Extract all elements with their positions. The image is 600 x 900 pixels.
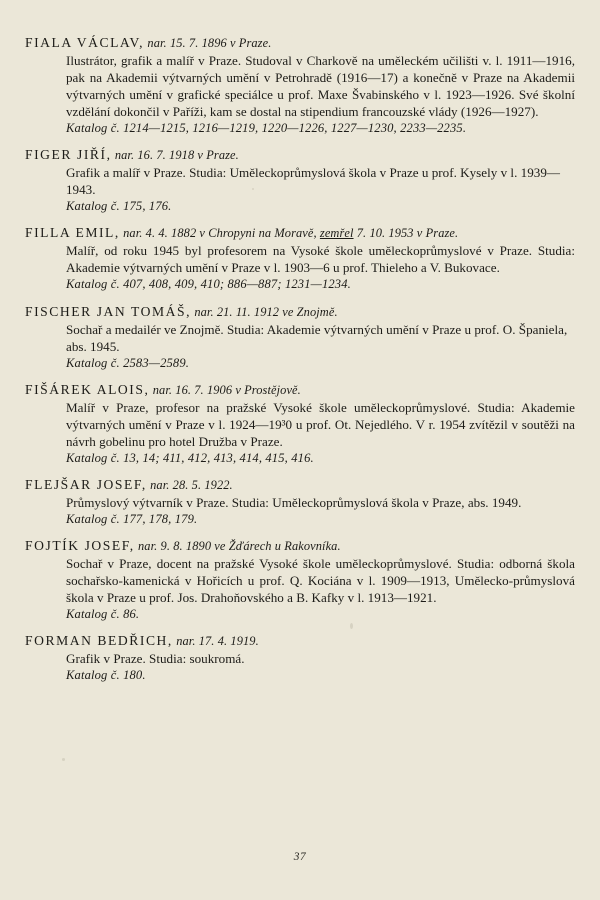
entry-vitals [194, 305, 337, 319]
entry-headline [25, 381, 575, 399]
entry-body: Ilustrátor, grafik a malíř v Praze. Studoval v Charkově na uměleckém učilišti v. l. 1911—1916, pak na Akademii výtvarných umění v Petrohradě (1916—17) a konečně v Praze na Akademii výtvarných umění v grafické speciálce u prof. Maxe Švabinského v l. 1923—1926. Své školní vzdělání dokončil v Paříži, kam se dostal na stipendium francouzské vlády (1926—1927). [66, 53, 575, 120]
entry-name: FIALA VÁCLAV, [25, 35, 145, 50]
entry-headline [25, 34, 575, 52]
entry-vitals-birth: nar. 4. 4. 1882 v Chropyni na Moravě, [123, 226, 317, 241]
page-number: 37 [293, 851, 307, 863]
entry-body: Grafik a malíř v Praze. Studia: Uměleckoprůmyslová škola v Praze u prof. Kysely v l. 1939—1943. [66, 165, 560, 198]
entry-vitals [147, 36, 271, 50]
entry-catalog-reference: Katalog č. 13, 14; 411, 412, 413, 414, 415, 416. [66, 450, 314, 465]
entry-name: FIGER JIŘÍ, [25, 147, 112, 163]
entry-vitals [115, 148, 239, 162]
entry-name: FISCHER JAN TOMÁŠ, [25, 303, 192, 319]
entry-vitals-birth: nar. 15. 7. 1896 v Praze. [147, 36, 272, 50]
entry-catalog-reference: Katalog č. 2583—2589. [66, 355, 190, 370]
dictionary-entry [25, 381, 575, 467]
entry-catalog-reference: Katalog č. 180. [66, 668, 146, 683]
entry-catalog-reference: Katalog č. 407, 408, 409, 410; 886—887; 1231—1234. [66, 277, 351, 292]
entry-headline [25, 632, 575, 650]
dictionary-entry [25, 34, 575, 137]
entry-headline [25, 303, 575, 321]
dictionary-entry [25, 537, 575, 623]
entry-name: FOJTÍK JOSEF, [25, 537, 135, 553]
entry-vitals-died-label: zemřel [319, 226, 354, 241]
entry-body: Sochař v Praze, docent na pražské Vysoké škole uměleckoprůmyslové. Studia: odborná škola sochařsko-kamenická v Hořicích u prof. Q. Kociána v l. 1909—1913, Umělecko-průmyslová škola v Praze u prof. Jos. Drahoňovského a B. Kafky v l. 1913—1921. [66, 555, 575, 606]
dictionary-entry [25, 632, 575, 684]
entry-body: Sochař a medailér ve Znojmě. Studia: Akademie výtvarných umění v Praze u prof. O. Španiela, abs. 1945. [66, 321, 568, 354]
entry-catalog-reference: Katalog č. 177, 178, 179. [66, 511, 198, 526]
entry-headline [25, 224, 575, 242]
dictionary-entry [25, 303, 575, 372]
entry-name: FORMAN BEDŘICH, [25, 633, 173, 649]
entry-body: Průmyslový výtvarník v Praze. Studia: Uměleckoprůmyslová škola v Praze, abs. 1949. [66, 494, 522, 510]
entry-vitals-death: 7. 10. 1953 v Praze. [356, 226, 459, 241]
entry-vitals-birth: nar. 16. 7. 1906 v Prostějově. [152, 382, 301, 397]
entry-headline [25, 146, 575, 164]
entry-catalog-reference: Katalog č. 1214—1215, 1216—1219, 1220—1226, 1227—1230, 2233—2235. [66, 121, 467, 136]
entry-vitals-birth: nar. 16. 7. 1918 v Praze. [114, 148, 239, 163]
entry-vitals [153, 383, 301, 397]
entry-body: Malíř, od roku 1945 byl profesorem na Vysoké škole uměleckoprůmyslové v Praze. Studia: Akademie výtvarných umění v Praze v l. 1903—6 u prof. Thieleho a V. Bukovace. [66, 243, 575, 276]
entry-vitals [123, 226, 458, 240]
entry-list [25, 34, 575, 684]
entry-name: FILLA EMIL, [25, 225, 120, 241]
entry-catalog-reference: Katalog č. 175, 176. [66, 199, 172, 214]
entry-catalog-reference: Katalog č. 86. [66, 607, 140, 622]
entry-vitals-birth: nar. 28. 5. 1922. [150, 477, 233, 492]
dictionary-entry [25, 146, 575, 215]
entry-vitals-birth: nar. 17. 4. 1919. [176, 634, 259, 649]
dictionary-entry [25, 224, 575, 293]
dictionary-entry [25, 476, 575, 528]
entry-vitals [176, 634, 259, 648]
entry-body: Malíř v Praze, profesor na pražské Vysoké škole uměleckoprůmyslové. Studia: Akademie výtvarných umění v Praze v l. 1924—19³0 u prof. Ot. Nejedlého. V r. 1954 zvítězil v soutěži na návrh gobelinu pro hotel Družba v Praze. [66, 399, 575, 449]
entry-vitals [138, 539, 341, 553]
entry-vitals-birth: nar. 21. 11. 1912 ve Znojmě. [194, 304, 338, 319]
entry-vitals-birth: nar. 9. 8. 1890 ve Žďárech u Rakovníka. [138, 538, 341, 553]
entry-headline [25, 476, 575, 494]
entry-name: FLEJŠAR JOSEF, [25, 476, 147, 492]
entry-headline [25, 537, 575, 555]
entry-vitals [150, 478, 233, 492]
entry-body: Grafik v Praze. Studia: soukromá. [66, 651, 245, 667]
entry-name: FIŠÁREK ALOIS, [25, 381, 150, 397]
scan-speck [62, 758, 65, 761]
